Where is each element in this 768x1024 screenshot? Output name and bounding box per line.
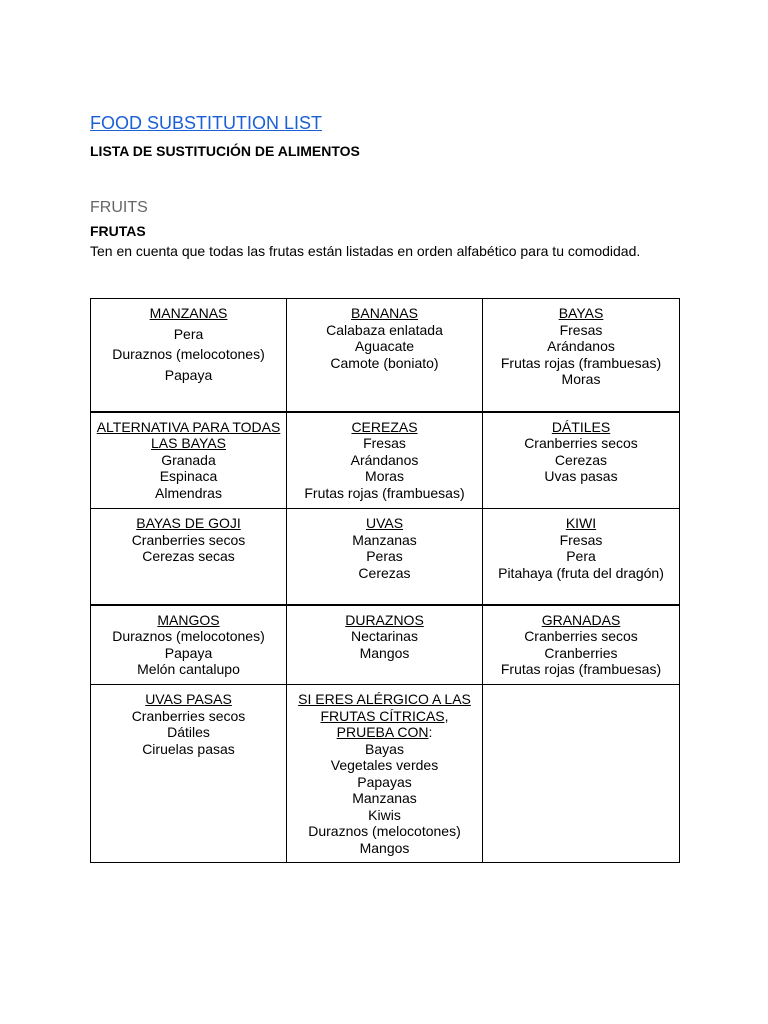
cell-item: Duraznos (melocotones) (112, 628, 265, 644)
cell-item: Melón cantalupo (137, 661, 240, 677)
cell-title: DÁTILES (551, 418, 611, 435)
cell-item: Pera (566, 548, 596, 564)
cell-items (95, 452, 282, 502)
page-title-link[interactable]: FOOD SUBSTITUTION LIST (90, 113, 323, 133)
cell-item: Uvas pasas (544, 468, 618, 484)
cell-title: KIWI (565, 515, 597, 531)
table-cell (287, 509, 483, 605)
cell-items (291, 741, 478, 857)
table-cell (287, 412, 483, 509)
cell-title-wrap (298, 691, 471, 740)
substitution-table (90, 298, 680, 863)
cell-item: Fresas (559, 321, 603, 338)
table-cell (91, 412, 287, 509)
cell-items (95, 532, 282, 565)
cell-title: MANZANAS (149, 305, 228, 321)
table-cell (483, 299, 680, 412)
page-subtitle: LISTA DE SUSTITUCIÓN DE ALIMENTOS (90, 143, 360, 159)
cell-items (95, 326, 282, 384)
cell-items (291, 435, 478, 501)
cell-item: Espinaca (159, 468, 218, 484)
cell-title: BANANAS (351, 305, 418, 321)
cell-item: Moras (365, 468, 404, 484)
cell-item: Peras (366, 548, 403, 564)
cell-title: CEREZAS (351, 418, 418, 435)
cell-item: Cerezas (554, 451, 608, 468)
table-cell (91, 509, 287, 605)
cell-item: Dátiles (167, 724, 210, 740)
cell-item: Arándanos (350, 451, 419, 468)
cell-item: Papaya (164, 644, 213, 661)
table-cell (91, 685, 287, 863)
cell-title: BAYAS DE GOJI (136, 515, 241, 531)
cell-item: Papaya (164, 366, 213, 383)
cell-items (487, 435, 675, 485)
cell-item: Manzanas (352, 531, 417, 548)
cell-item: Camote (boniato) (330, 354, 439, 371)
cell-item: Kiwis (368, 806, 401, 823)
cell-item: Cranberries secos (131, 707, 246, 724)
cell-item: Bayas (365, 740, 404, 757)
cell-items (95, 708, 282, 758)
table-cell (91, 299, 287, 412)
table-cell (287, 605, 483, 685)
cell-item: Papayas (357, 773, 412, 790)
cell-item: Almendras (155, 484, 222, 501)
cell-title: UVAS PASAS (145, 691, 232, 707)
cell-title: ALTERNATIVA PARA TODAS LAS BAYAS (96, 418, 281, 451)
cell-title: SI ERES ALÉRGICO A LAS FRUTAS CÍTRICAS, PRUEBA CON (298, 691, 471, 740)
cell-item: Mangos (359, 839, 410, 856)
cell-items (291, 532, 478, 582)
table-row (91, 509, 680, 605)
cell-item: Ciruelas pasas (142, 740, 235, 757)
cell-item: Duraznos (melocotones) (112, 346, 265, 362)
table-cell (483, 412, 680, 509)
section-note: Ten en cuenta que todas las frutas están listadas en orden alfabético para tu comodidad. (90, 243, 641, 259)
cell-item: Cerezas (358, 564, 411, 581)
cell-item: Frutas rojas (frambuesas) (500, 354, 662, 371)
cell-item: Granada (161, 451, 216, 468)
table-cell (287, 299, 483, 412)
cell-items (291, 628, 478, 661)
table-cell (91, 605, 287, 685)
cell-item: Pitahaya (fruta del dragón) (498, 564, 664, 581)
cell-item: Cranberries secos (131, 531, 246, 548)
cell-item: Frutas rojas (frambuesas) (500, 661, 662, 677)
cell-item: Manzanas (352, 790, 417, 806)
table-row (91, 299, 680, 412)
table-cell (287, 685, 483, 863)
cell-items (95, 628, 282, 678)
table-row (91, 685, 680, 863)
empty-table-cell (483, 685, 680, 863)
section-heading: FRUITS (90, 199, 148, 216)
cell-item: Vegetales verdes (330, 757, 439, 773)
cell-item: Pera (173, 325, 204, 342)
table-cell (483, 605, 680, 685)
table-row (91, 605, 680, 685)
cell-item: Cerezas secas (142, 548, 235, 564)
cell-item: Mangos (359, 644, 410, 661)
cell-item: Frutas rojas (frambuesas) (304, 484, 465, 501)
cell-title: DURAZNOS (345, 611, 424, 628)
cell-item: Moras (561, 371, 601, 387)
table-cell (483, 509, 680, 605)
cell-item: Cranberries secos (524, 435, 638, 451)
cell-item: Aguacate (354, 338, 415, 354)
cell-item: Fresas (559, 531, 603, 548)
cell-item: Fresas (363, 435, 406, 451)
cell-items (487, 628, 675, 678)
table-row (91, 412, 680, 509)
cell-item: Nectarinas (351, 628, 418, 644)
cell-item: Calabaza enlatada (326, 321, 443, 338)
cell-items (487, 532, 675, 582)
cell-title: UVAS (365, 515, 404, 531)
cell-item: Cranberries secos (524, 628, 638, 644)
section-subheading: FRUTAS (90, 223, 146, 239)
cell-title: MANGOS (157, 611, 220, 628)
cell-item: Cranberries (544, 644, 618, 661)
cell-item: Duraznos (melocotones) (308, 823, 461, 839)
cell-title-suffix: : (428, 724, 433, 740)
cell-items (291, 322, 478, 372)
cell-title: BAYAS (558, 305, 604, 321)
cell-items (487, 322, 675, 388)
cell-title: GRANADAS (541, 611, 621, 628)
cell-item: Arándanos (547, 338, 615, 354)
